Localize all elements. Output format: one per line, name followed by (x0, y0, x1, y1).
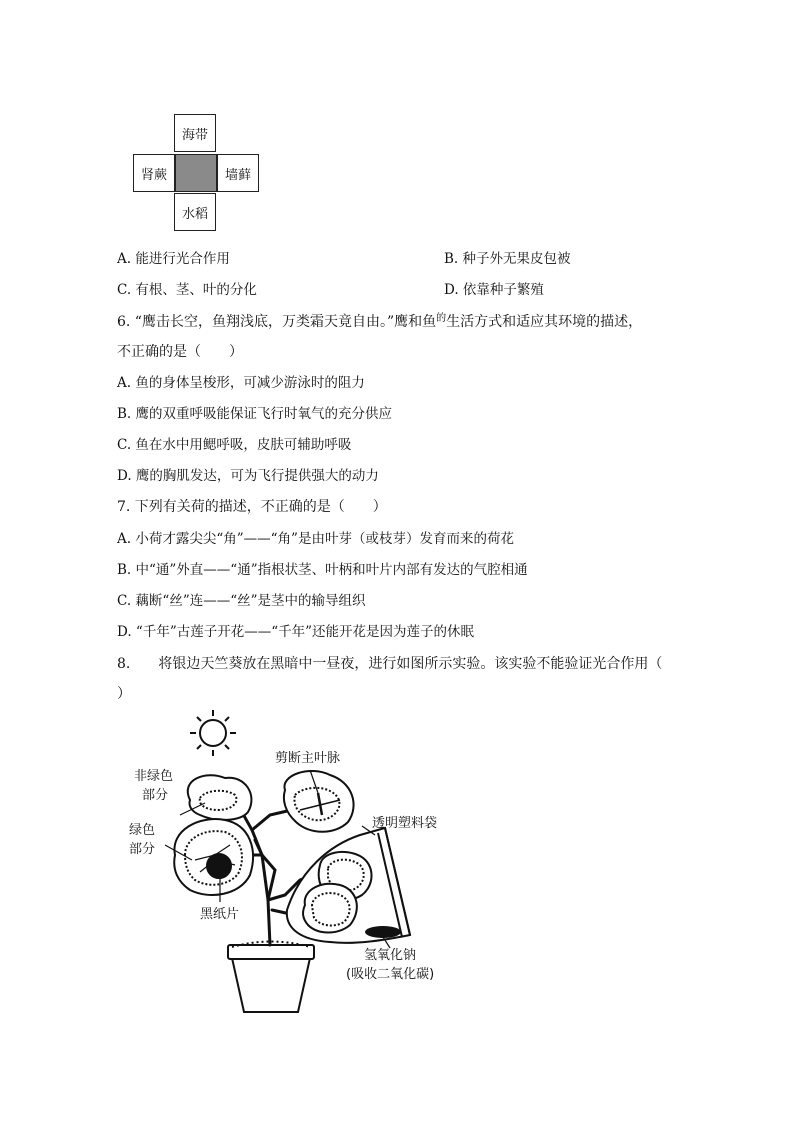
label-naoh: 氢氧化钠 (364, 948, 417, 963)
label-non-green-line1: 非绿色 (134, 769, 174, 784)
black-paper-disc (207, 854, 231, 878)
label-plastic-bag: 透明塑料袋 (372, 816, 438, 831)
cross-left-label: 肾蕨 (140, 167, 167, 183)
leaf-in-bag-lower (303, 884, 357, 933)
leaf-cut-main-vein (284, 771, 354, 832)
label-black-paper: 黑纸片 (200, 907, 240, 922)
label-green-line2: 部分 (129, 842, 156, 857)
q5-option-d: D. 依靠种子繁殖 (444, 282, 544, 298)
label-green-line1: 绿色 (129, 823, 156, 838)
q5-option-c: C. 有根、茎、叶的分化 (117, 282, 257, 298)
q7-option-a: A. 小荷才露尖尖“角”——“角”是由叶芽（或枝芽）发育而来的荷花 (117, 531, 514, 547)
q5-option-a: A. 能进行光合作用 (117, 251, 230, 267)
label-naoh-note: (吸收二氧化碳) (346, 967, 435, 982)
q6-stem-part2: 生活方式和适应其环境的描述， (446, 314, 643, 330)
cross-right-label: 墙藓 (224, 167, 251, 183)
q6-option-b: B. 鹰的双重呼吸能保证飞行时氧气的充分供应 (117, 406, 393, 422)
q7-option-d: D. “千年”古莲子开花——“千年”还能开花是因为莲子的休眠 (117, 624, 475, 640)
q6-option-d: D. 鹰的胸肌发达，可为飞行提供强大的动力 (117, 468, 379, 484)
q6-stem-part1: 6. “鹰击长空，鱼翔浅底，万类霜天竟自由。”鹰和鱼 (117, 314, 437, 330)
label-non-green-line2: 部分 (142, 788, 169, 803)
q7-option-b: B. 中“通”外直——“通”指根状茎、叶柄和叶片内部有发达的气腔相通 (117, 562, 528, 578)
cross-bottom-label: 水稻 (181, 206, 208, 222)
q6-stem-sup: 的 (436, 313, 447, 324)
q8-stem-line1: 8. 将银边天竺葵放在黑暗中一昼夜，进行如图所示实验。该实验不能验证光合作用（ (117, 656, 663, 672)
q6-stem-line2: 不正确的是（ ） (117, 344, 243, 360)
leaf-top-left (188, 775, 252, 820)
naoh-dish (365, 926, 401, 938)
q8-stem-line2: ） (117, 686, 131, 702)
q6-option-a: A. 鱼的身体呈梭形，可减少游泳时的阻力 (117, 375, 365, 391)
flower-pot (228, 942, 314, 1013)
cross-top-label: 海带 (181, 127, 208, 143)
q7-stem: 7. 下列有关荷的描述，不正确的是（ ） (117, 499, 387, 515)
q7-option-c: C. 藕断“丝”连——“丝”是茎中的输导组织 (117, 593, 366, 609)
q6-option-c: C. 鱼在水中用鳃呼吸，皮肤可辅助呼吸 (117, 437, 352, 453)
sun-icon (190, 710, 236, 756)
label-cut-main-vein: 剪断主叶脉 (275, 751, 341, 766)
q5-option-b: B. 种子外无果皮包被 (444, 251, 571, 267)
